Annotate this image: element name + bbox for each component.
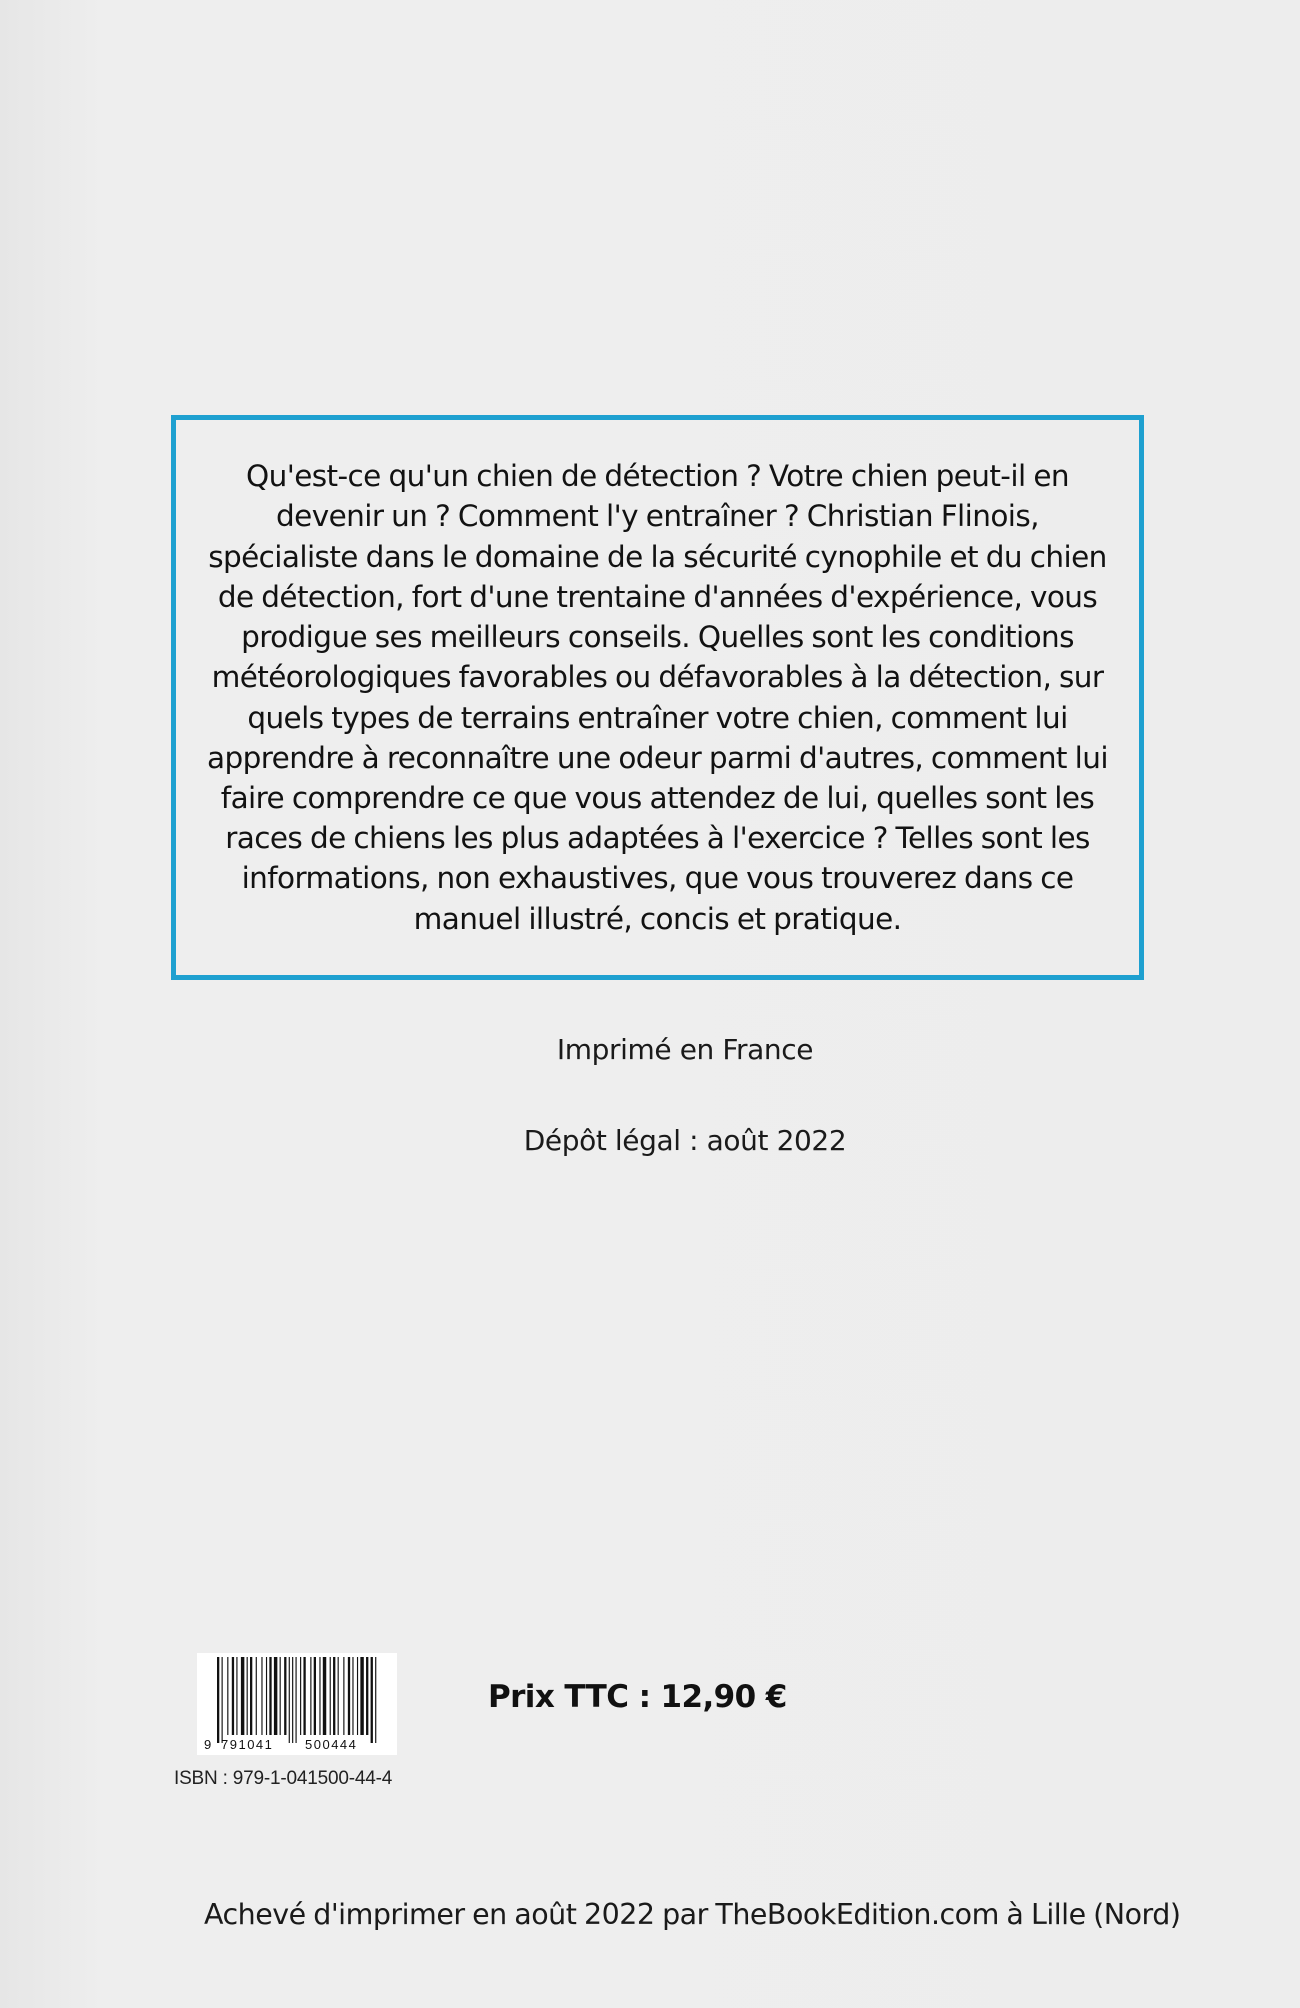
barcode-bar	[250, 1657, 252, 1735]
barcode-bar	[323, 1657, 326, 1735]
barcode-bar	[217, 1657, 219, 1743]
barcode-bar	[296, 1657, 297, 1743]
price-label: Prix TTC : 12,90 €	[488, 1679, 787, 1715]
barcode-bar	[232, 1657, 234, 1735]
barcode-bar	[319, 1657, 320, 1735]
barcode-bar	[303, 1657, 305, 1735]
barcode-bar	[333, 1657, 335, 1735]
barcode-bar	[360, 1657, 363, 1735]
barcode-bar	[314, 1657, 316, 1735]
barcode-bar	[357, 1657, 358, 1735]
barcode-bar	[222, 1657, 223, 1743]
barcode-bar	[274, 1657, 277, 1735]
barcode-bar	[310, 1657, 311, 1735]
barcode-bar	[247, 1657, 248, 1735]
barcode-bar	[366, 1657, 368, 1735]
barcode-bar	[256, 1657, 257, 1735]
barcode-bar	[338, 1657, 339, 1735]
barcode-digit-lead: 9	[204, 1737, 212, 1752]
barcode-bar	[330, 1657, 331, 1735]
barcode-bar	[261, 1657, 262, 1735]
summary-text: Qu'est-ce qu'un chien de détection ? Votre chien peut-il en devenir un ? Comment l'y entraîner ? Christian Flinois, spécialiste dans le domaine de la sécurité cynophile et du chien de détection, fort d'une trentaine d'années d'expérience, vous prodigue ses meilleurs conseils. Quelles sont les conditions météorologiques favorables ou défavorables à la détection, sur quels types de terrains entraîner votre chien, comment lui apprendre à reconnaître une odeur parmi d'autres, comment lui faire comprendre ce que vous attendez de lui, quelles sont les races de chiens les plus adaptées à l'exercice ? Telles sont les informations, non exhaustives, que vous trouverez dans ce manuel illustré, concis et pratique.	[207, 459, 1108, 936]
printer-colophon: Achevé d'imprimer en août 2022 par TheBookEdition.com à Lille (Nord)	[204, 1898, 1181, 1931]
summary-box	[171, 415, 1144, 980]
barcode-digits-left: 791041	[221, 1737, 274, 1752]
barcode-bar	[289, 1657, 290, 1743]
barcode-bar	[266, 1657, 267, 1735]
barcode-bar	[269, 1657, 271, 1735]
isbn-label: ISBN : 979-1-041500-44-4	[174, 1768, 393, 1789]
barcode-bar	[227, 1657, 228, 1735]
barcode-bar	[280, 1657, 281, 1735]
barcode-bar	[348, 1657, 350, 1735]
barcode-bar	[300, 1657, 301, 1735]
barcode-bar	[236, 1657, 237, 1735]
barcode-bar	[292, 1657, 293, 1743]
barcode-bar	[284, 1657, 286, 1735]
barcode-bar	[371, 1657, 373, 1743]
barcode-bar	[375, 1657, 376, 1743]
barcode-bar	[343, 1657, 344, 1735]
barcode-bar	[352, 1657, 353, 1735]
isbn-barcode	[197, 1653, 397, 1755]
barcode-bar	[241, 1657, 244, 1735]
legal-deposit-label: Dépôt légal : août 2022	[523, 1124, 847, 1157]
barcode-digits-right: 500444	[305, 1737, 358, 1752]
printed-in-label: Imprimé en France	[556, 1033, 814, 1066]
